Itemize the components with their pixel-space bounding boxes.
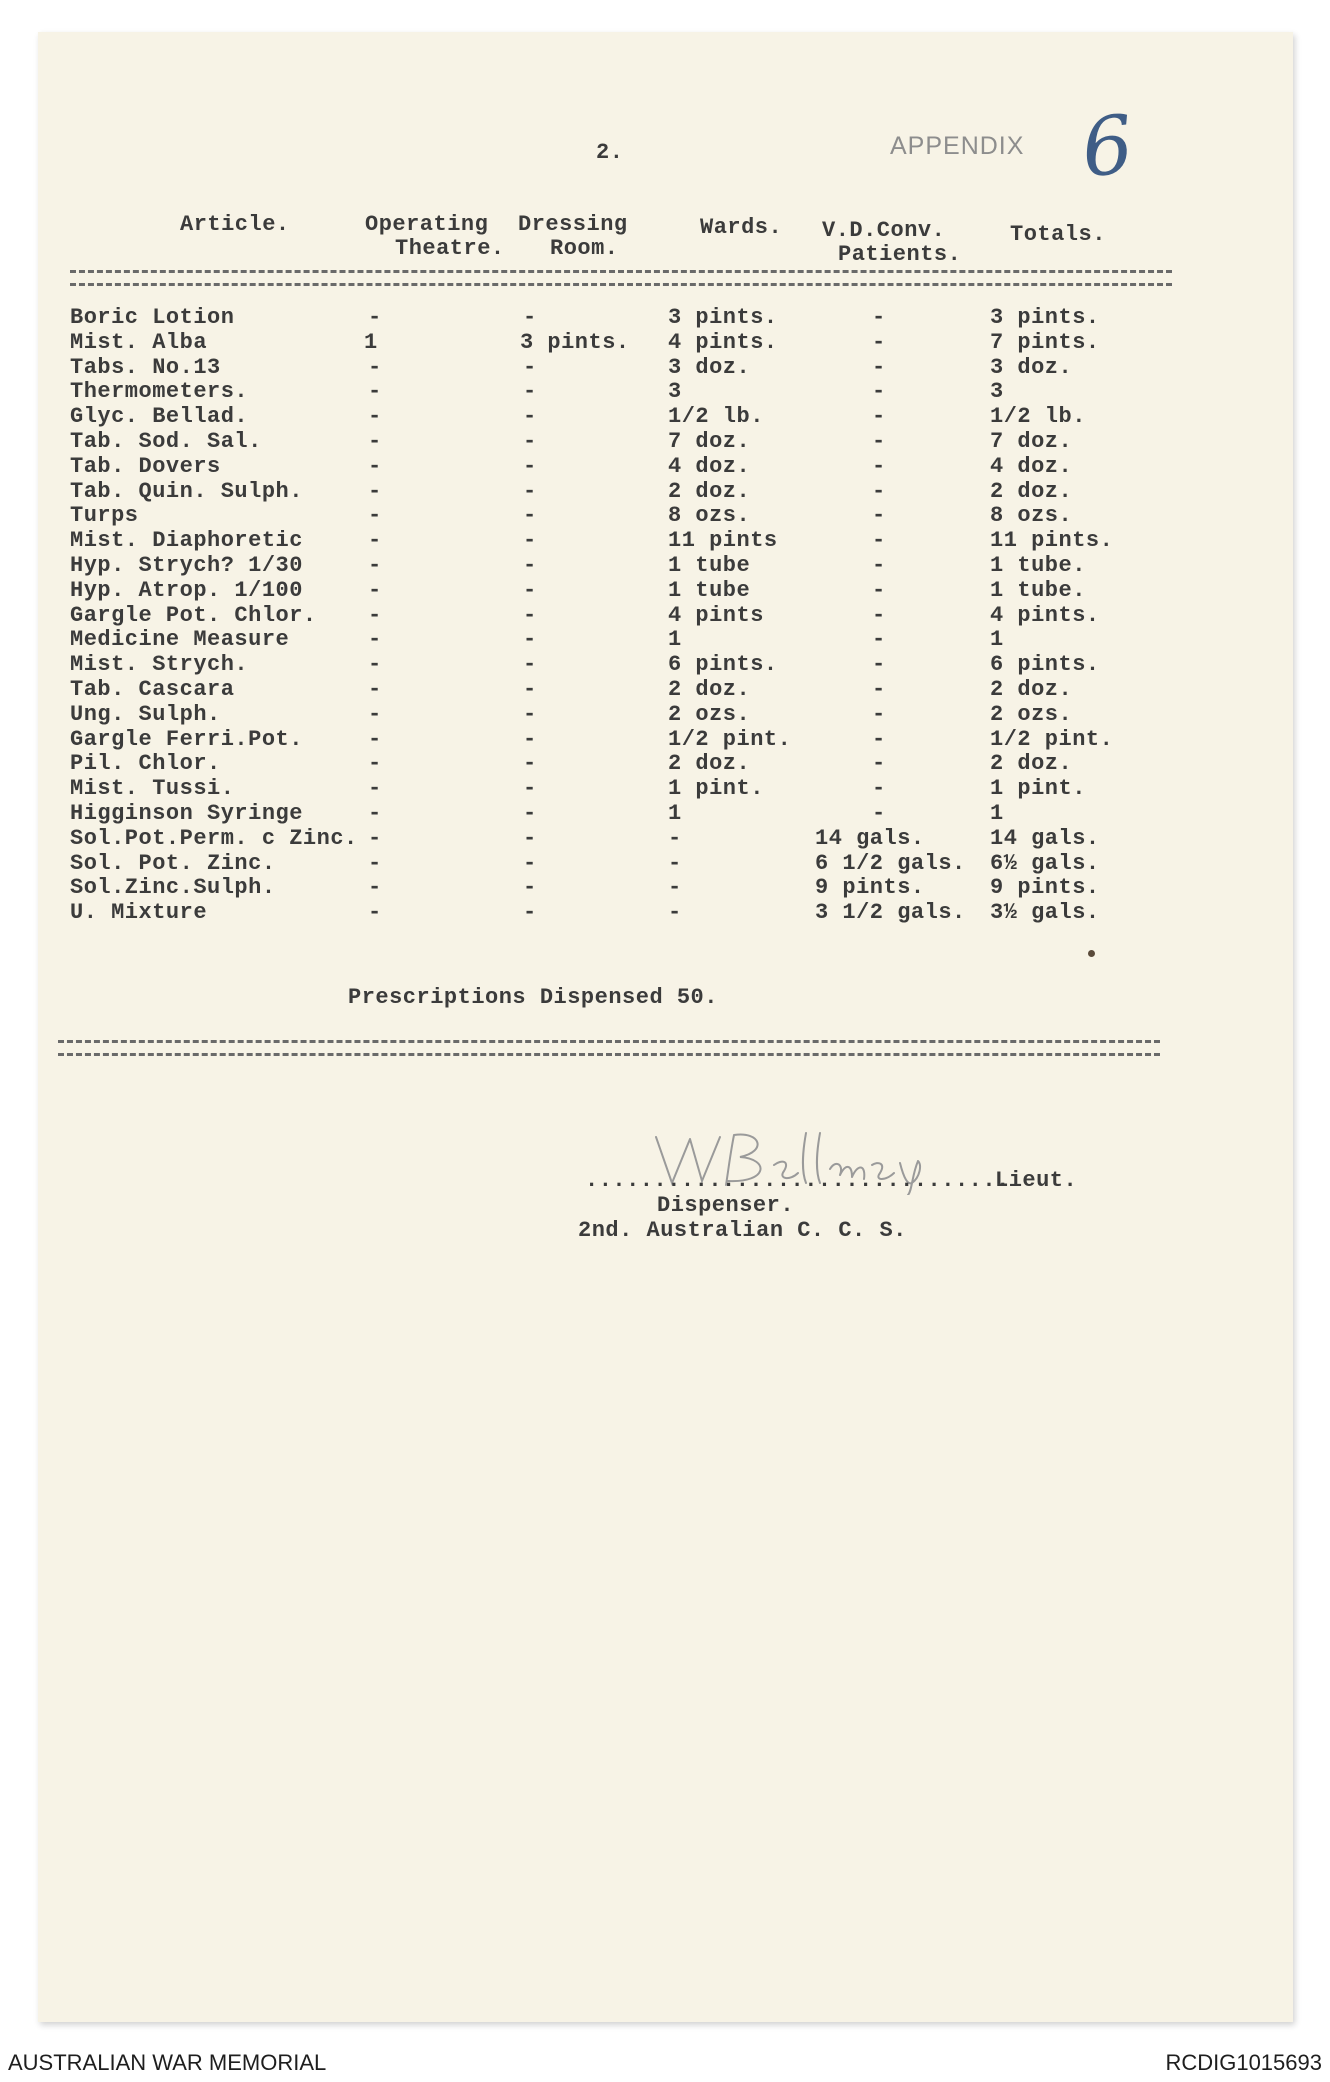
cell-totals: 3 doz. bbox=[990, 354, 1073, 380]
cell-operating-theatre: - bbox=[368, 627, 382, 653]
cell-wards: - bbox=[668, 850, 682, 876]
cell-dressing-room: - bbox=[523, 677, 537, 702]
cell-vd-conv-patients: - bbox=[872, 553, 886, 578]
cell-dressing-room: - bbox=[523, 577, 537, 603]
cell-dressing-room: - bbox=[523, 726, 537, 752]
cell-article: Gargle Pot. Chlor. bbox=[70, 602, 317, 628]
cell-wards: 1/2 pint. bbox=[668, 726, 792, 752]
cell-dressing-room: - bbox=[523, 602, 537, 628]
cell-vd-conv-patients: 6 1/2 gals. bbox=[815, 850, 966, 876]
cell-article: Mist. Diaphoretic bbox=[70, 528, 303, 554]
cell-operating-theatre: - bbox=[368, 677, 382, 702]
cell-vd-conv-patients: - bbox=[872, 329, 886, 355]
cell-vd-conv-patients: - bbox=[872, 602, 886, 628]
cell-article: Mist. Alba bbox=[70, 329, 208, 355]
cell-vd-conv-patients: - bbox=[872, 453, 886, 479]
page-number: 2. bbox=[596, 140, 624, 165]
signature-unit: 2nd. Australian C. C. S. bbox=[578, 1218, 907, 1243]
cell-article: Glyc. Bellad. bbox=[70, 404, 249, 430]
cell-dressing-room: - bbox=[523, 825, 537, 851]
cell-dressing-room: 3 pints. bbox=[520, 329, 630, 355]
document-page bbox=[38, 32, 1293, 2022]
cell-dressing-room: - bbox=[523, 627, 537, 653]
footer-divider bbox=[58, 1040, 1160, 1056]
cell-vd-conv-patients: - bbox=[872, 627, 886, 653]
cell-article: Pil. Chlor. bbox=[70, 751, 221, 777]
cell-vd-conv-patients: - bbox=[872, 354, 886, 380]
cell-operating-theatre: - bbox=[368, 652, 382, 678]
cell-totals: 2 doz. bbox=[990, 751, 1073, 777]
cell-wards: 2 doz. bbox=[668, 751, 751, 777]
footer-left-label: AUSTRALIAN WAR MEMORIAL bbox=[8, 2050, 327, 2075]
cell-totals: 2 doz. bbox=[990, 478, 1073, 504]
cell-vd-conv-patients: - bbox=[872, 801, 886, 826]
cell-article: Thermometers. bbox=[70, 379, 249, 405]
cell-wards: - bbox=[668, 900, 682, 926]
cell-dressing-room: - bbox=[523, 776, 537, 802]
cell-dressing-room: - bbox=[523, 528, 537, 554]
cell-dressing-room: - bbox=[523, 751, 537, 777]
cell-wards: - bbox=[668, 825, 682, 851]
cell-article: Tab. Cascara bbox=[70, 677, 235, 702]
cell-dressing-room: - bbox=[523, 553, 537, 578]
header-dressing-line1: Dressing bbox=[518, 212, 628, 237]
cell-operating-theatre: - bbox=[368, 478, 382, 504]
cell-article: Boric Lotion bbox=[70, 305, 235, 330]
cell-totals: 4 pints. bbox=[990, 602, 1100, 628]
cell-wards: - bbox=[668, 875, 682, 901]
cell-totals: 2 ozs. bbox=[990, 701, 1073, 727]
cell-totals: 3 bbox=[990, 379, 1004, 405]
cell-wards: 1 pint. bbox=[668, 776, 764, 802]
cell-dressing-room: - bbox=[523, 801, 537, 826]
cell-operating-theatre: - bbox=[368, 726, 382, 752]
appendix-stamp: APPENDIX bbox=[890, 132, 1025, 160]
cell-operating-theatre: - bbox=[368, 875, 382, 901]
cell-wards: 3 pints. bbox=[668, 305, 778, 330]
cell-totals: 7 pints. bbox=[990, 329, 1100, 355]
cell-totals: 9 pints. bbox=[990, 875, 1100, 901]
header-totals: Totals. bbox=[1010, 222, 1106, 247]
cell-vd-conv-patients: 14 gals. bbox=[815, 825, 925, 851]
cell-vd-conv-patients: - bbox=[872, 652, 886, 678]
cell-dressing-room: - bbox=[523, 478, 537, 504]
cell-totals: 11 pints. bbox=[990, 528, 1114, 554]
cell-dressing-room: - bbox=[523, 354, 537, 380]
cell-dressing-room: - bbox=[523, 503, 537, 529]
cell-dressing-room: - bbox=[523, 900, 537, 926]
cell-article: Gargle Ferri.Pot. bbox=[70, 726, 303, 752]
cell-dressing-room: - bbox=[523, 305, 537, 330]
cell-wards: 1 tube bbox=[668, 577, 751, 603]
cell-article: Tab. Sod. Sal. bbox=[70, 429, 262, 454]
signature-dots: ............................... bbox=[585, 1168, 1010, 1193]
cell-vd-conv-patients: - bbox=[872, 577, 886, 603]
header-operating-line2: Theatre. bbox=[395, 236, 505, 261]
signature-rank: Lieut. bbox=[995, 1168, 1078, 1193]
header-operating-line1: Operating bbox=[365, 212, 489, 237]
cell-article: Sol.Pot.Perm. c Zinc. bbox=[70, 825, 358, 851]
cell-vd-conv-patients: - bbox=[872, 528, 886, 554]
cell-article: Medicine Measure bbox=[70, 627, 290, 653]
prescriptions-dispensed: Prescriptions Dispensed 50. bbox=[348, 985, 718, 1010]
cell-operating-theatre: - bbox=[368, 404, 382, 430]
cell-vd-conv-patients: 9 pints. bbox=[815, 875, 925, 901]
footer-right-label: RCDIG1015693 bbox=[1165, 2050, 1322, 2075]
cell-article: U. Mixture bbox=[70, 900, 208, 926]
cell-operating-theatre: - bbox=[368, 801, 382, 826]
cell-vd-conv-patients: - bbox=[872, 751, 886, 777]
cell-vd-conv-patients: - bbox=[872, 379, 886, 405]
cell-wards: 8 ozs. bbox=[668, 503, 751, 529]
cell-dressing-room: - bbox=[523, 652, 537, 678]
cell-wards: 1/2 lb. bbox=[668, 404, 764, 430]
cell-wards: 1 tube bbox=[668, 553, 751, 578]
header-wards: Wards. bbox=[700, 215, 783, 240]
cell-article: Hyp. Atrop. 1/100 bbox=[70, 577, 303, 603]
cell-wards: 6 pints. bbox=[668, 652, 778, 678]
header-vd-line1: V.D.Conv. bbox=[822, 218, 946, 243]
cell-operating-theatre: - bbox=[368, 553, 382, 578]
cell-dressing-room: - bbox=[523, 850, 537, 876]
signature-title: Dispenser. bbox=[657, 1193, 795, 1218]
header-divider bbox=[70, 270, 1172, 286]
cell-vd-conv-patients: - bbox=[872, 305, 886, 330]
cell-article: Mist. Tussi. bbox=[70, 776, 235, 802]
cell-dressing-room: - bbox=[523, 453, 537, 479]
cell-vd-conv-patients: - bbox=[872, 677, 886, 702]
cell-article: Higginson Syringe bbox=[70, 801, 303, 826]
cell-operating-theatre: - bbox=[368, 503, 382, 529]
cell-article: Tab. Dovers bbox=[70, 453, 221, 479]
cell-operating-theatre: - bbox=[368, 379, 382, 405]
cell-operating-theatre: - bbox=[368, 577, 382, 603]
appendix-number: 6 bbox=[1077, 97, 1138, 196]
cell-totals: 1/2 lb. bbox=[990, 404, 1086, 430]
cell-wards: 1 bbox=[668, 627, 682, 653]
cell-article: Sol. Pot. Zinc. bbox=[70, 850, 276, 876]
cell-wards: 4 pints bbox=[668, 602, 764, 628]
cell-wards: 2 doz. bbox=[668, 677, 751, 702]
cell-wards: 3 doz. bbox=[668, 354, 751, 380]
cell-operating-theatre: - bbox=[368, 429, 382, 454]
cell-vd-conv-patients: - bbox=[872, 726, 886, 752]
cell-dressing-room: - bbox=[523, 379, 537, 405]
cell-totals: 2 doz. bbox=[990, 677, 1073, 702]
cell-dressing-room: - bbox=[523, 429, 537, 454]
cell-totals: 1 bbox=[990, 801, 1004, 826]
cell-vd-conv-patients: - bbox=[872, 701, 886, 727]
cell-totals: 1/2 pint. bbox=[990, 726, 1114, 752]
cell-totals: 3½ gals. bbox=[990, 900, 1100, 926]
cell-totals: 7 doz. bbox=[990, 429, 1073, 454]
cell-operating-theatre: - bbox=[368, 825, 382, 851]
cell-vd-conv-patients: - bbox=[872, 429, 886, 454]
cell-wards: 4 doz. bbox=[668, 453, 751, 479]
cell-operating-theatre: - bbox=[368, 528, 382, 554]
cell-vd-conv-patients: - bbox=[872, 503, 886, 529]
cell-article: Turps bbox=[70, 503, 139, 529]
cell-totals: 1 tube. bbox=[990, 553, 1086, 578]
cell-operating-theatre: - bbox=[368, 751, 382, 777]
cell-wards: 3 bbox=[668, 379, 682, 405]
cell-totals: 3 pints. bbox=[990, 305, 1100, 330]
cell-dressing-room: - bbox=[523, 404, 537, 430]
cell-vd-conv-patients: - bbox=[872, 776, 886, 802]
header-vd-line2: Patients. bbox=[838, 242, 962, 267]
cell-wards: 2 ozs. bbox=[668, 701, 751, 727]
cell-wards: 1 bbox=[668, 801, 682, 826]
cell-operating-theatre: - bbox=[368, 354, 382, 380]
cell-vd-conv-patients: 3 1/2 gals. bbox=[815, 900, 966, 926]
cell-operating-theatre: - bbox=[368, 850, 382, 876]
cell-wards: 11 pints bbox=[668, 528, 778, 554]
cell-wards: 2 doz. bbox=[668, 478, 751, 504]
header-dressing-line2: Room. bbox=[550, 236, 619, 261]
cell-vd-conv-patients: - bbox=[872, 404, 886, 430]
cell-totals: 1 pint. bbox=[990, 776, 1086, 802]
cell-totals: 6 pints. bbox=[990, 652, 1100, 678]
cell-article: Mist. Strych. bbox=[70, 652, 249, 678]
cell-operating-theatre: - bbox=[368, 305, 382, 330]
cell-totals: 6½ gals. bbox=[990, 850, 1100, 876]
cell-article: Tabs. No.13 bbox=[70, 354, 221, 380]
cell-totals: 8 ozs. bbox=[990, 503, 1073, 529]
cell-totals: 1 tube. bbox=[990, 577, 1086, 603]
cell-wards: 4 pints. bbox=[668, 329, 778, 355]
cell-operating-theatre: - bbox=[368, 900, 382, 926]
cell-totals: 1 bbox=[990, 627, 1004, 653]
cell-vd-conv-patients: - bbox=[872, 478, 886, 504]
cell-wards: 7 doz. bbox=[668, 429, 751, 454]
cell-operating-theatre: - bbox=[368, 701, 382, 727]
ink-dot bbox=[1088, 950, 1095, 957]
header-article: Article. bbox=[180, 212, 290, 237]
cell-dressing-room: - bbox=[523, 875, 537, 901]
cell-operating-theatre: - bbox=[368, 776, 382, 802]
cell-article: Tab. Quin. Sulph. bbox=[70, 478, 303, 504]
cell-operating-theatre: - bbox=[368, 453, 382, 479]
cell-dressing-room: - bbox=[523, 701, 537, 727]
cell-article: Hyp. Strych? 1/30 bbox=[70, 553, 303, 578]
cell-article: Sol.Zinc.Sulph. bbox=[70, 875, 276, 901]
cell-operating-theatre: - bbox=[368, 602, 382, 628]
cell-totals: 14 gals. bbox=[990, 825, 1100, 851]
cell-operating-theatre: 1 bbox=[364, 329, 378, 355]
cell-totals: 4 doz. bbox=[990, 453, 1073, 479]
cell-article: Ung. Sulph. bbox=[70, 701, 221, 727]
